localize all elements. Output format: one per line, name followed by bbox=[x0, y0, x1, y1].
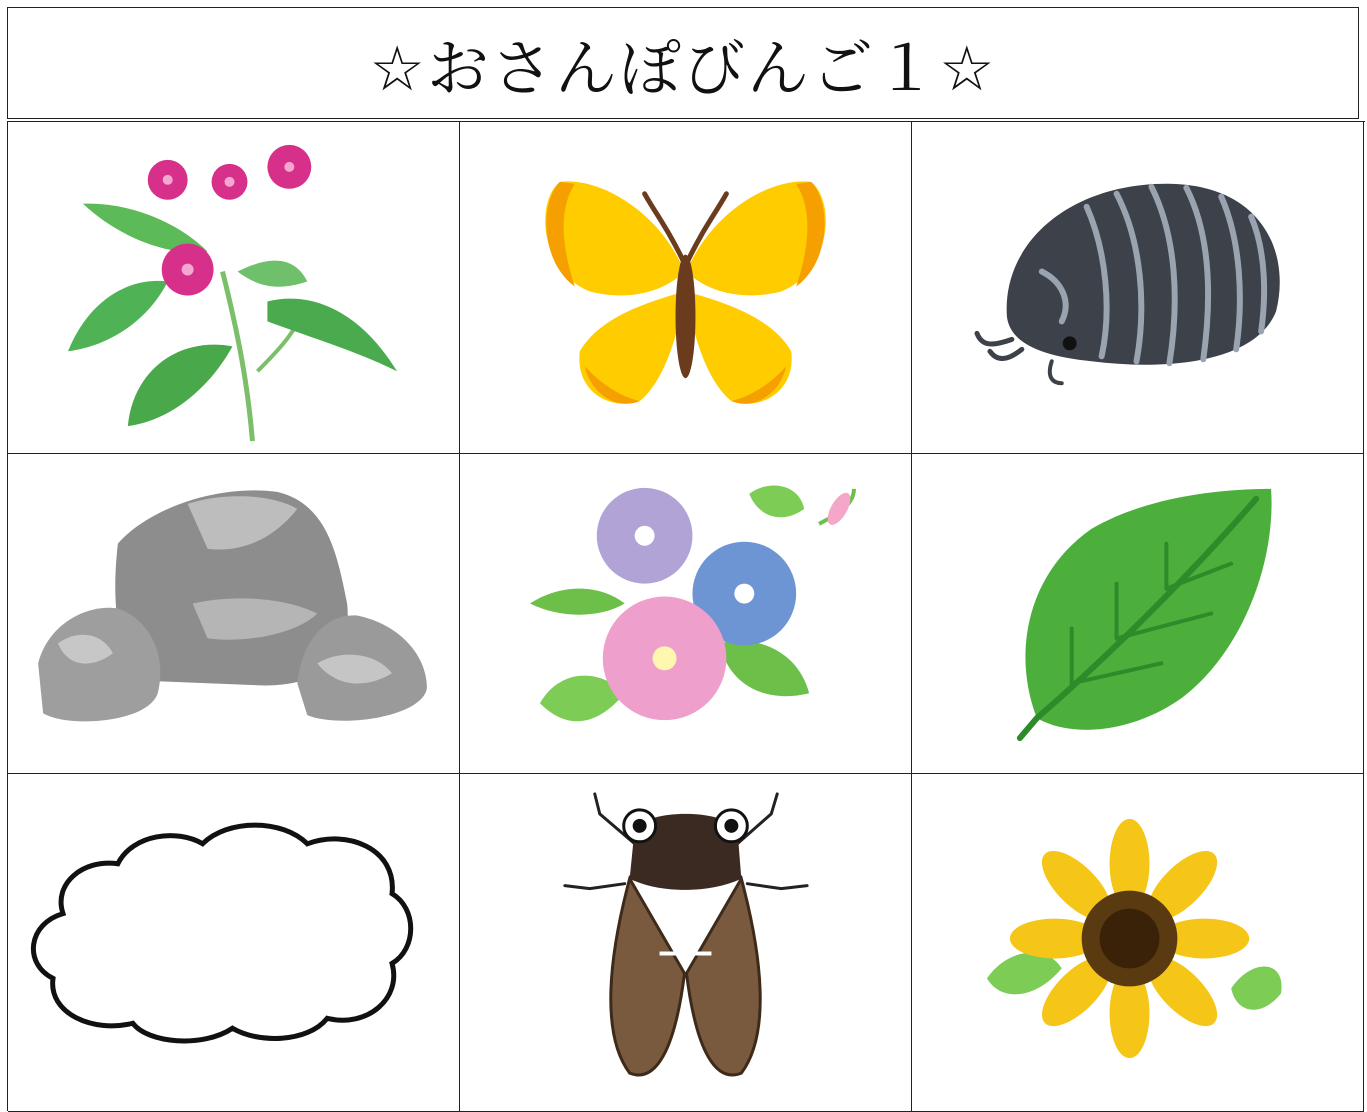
bingo-cell-4[interactable] bbox=[8, 454, 460, 774]
cloud-icon bbox=[8, 774, 459, 1111]
bingo-cell-2[interactable] bbox=[460, 122, 912, 454]
four-oclock-flower-icon bbox=[8, 122, 459, 453]
morning-glory-icon bbox=[460, 454, 911, 773]
bingo-cell-3[interactable] bbox=[912, 122, 1364, 454]
bingo-cell-9[interactable] bbox=[912, 774, 1364, 1112]
bingo-cell-6[interactable] bbox=[912, 454, 1364, 774]
bingo-cell-7[interactable] bbox=[8, 774, 460, 1112]
sunflower-icon bbox=[912, 774, 1363, 1111]
bingo-cell-1[interactable] bbox=[8, 122, 460, 454]
bingo-title-box bbox=[7, 7, 1359, 119]
bingo-grid bbox=[7, 121, 1365, 1111]
bingo-cell-5[interactable] bbox=[460, 454, 912, 774]
pill-bug-icon bbox=[912, 122, 1363, 453]
bingo-cell-8[interactable] bbox=[460, 774, 912, 1112]
yellow-butterfly-icon bbox=[460, 122, 911, 453]
bingo-title: ☆おさんぽびんご１☆ bbox=[369, 31, 997, 105]
rocks-icon bbox=[8, 454, 459, 773]
green-leaf-icon bbox=[912, 454, 1363, 773]
cicada-icon bbox=[460, 774, 911, 1111]
